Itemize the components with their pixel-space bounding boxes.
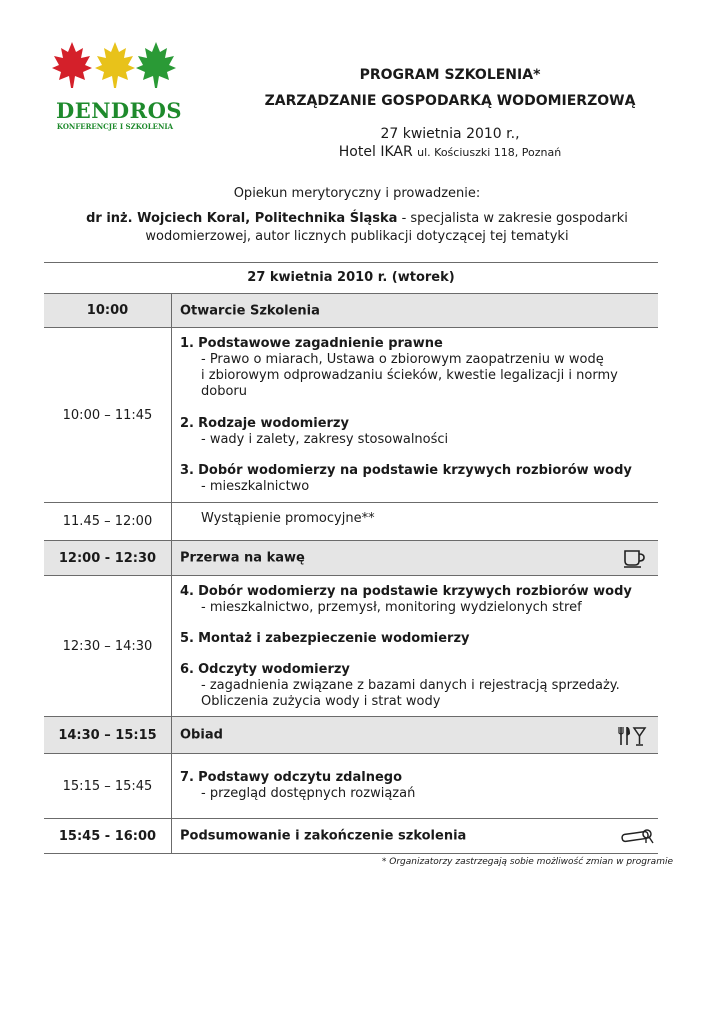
program-item: 7. Podstawy odczytu zdalnego - przegląd dostępnych rozwiązań: [180, 770, 416, 801]
certificate-scroll-icon: [620, 828, 656, 844]
table-row: [44, 328, 658, 503]
table-top-rule: [44, 262, 658, 263]
row-time: 10:00 – 11:45: [44, 328, 172, 502]
table-row: [44, 503, 658, 541]
logo-subtitle: KONFERENCJE I SZKOLENIA: [56, 122, 174, 131]
footnote: * Organizatorzy zastrzegają sobie możliwość zmian w programie: [381, 857, 673, 867]
row-time: 15:45 - 16:00: [44, 819, 172, 853]
row-title: Podsumowanie i zakończenie szkolenia: [180, 828, 467, 844]
event-venue: [210, 144, 690, 160]
row-time: 15:15 – 15:45: [44, 754, 172, 818]
table-row: [44, 576, 658, 717]
program-item: 5. Montaż i zabezpieczenie wodomierzy: [180, 631, 470, 646]
dendros-logo: [50, 40, 183, 132]
program-item: 6. Odczyty wodomierzy - zagadnienia związane z bazami danych i rejestracją sprzedaży. Obliczenia zużycia wody i strat wody: [180, 662, 620, 709]
row-time: 11.45 – 12:00: [44, 503, 172, 540]
coffee-cup-icon: [623, 548, 645, 568]
venue-name: Hotel IKAR: [338, 144, 413, 160]
table-row: [44, 754, 658, 819]
row-time: 12:00 - 12:30: [44, 541, 172, 575]
logo-name: DENDROS: [56, 98, 183, 123]
row-time: 14:30 – 15:15: [44, 717, 172, 753]
program-item: 4. Dobór wodomierzy na podstawie krzywych rozbiorów wody - mieszkalnictwo, przemysł, monitoring wydzielonych stref: [180, 584, 632, 615]
row-title: Przerwa na kawę: [180, 550, 305, 566]
maple-leaves-icon: [50, 40, 180, 100]
row-time: 12:30 – 14:30: [44, 576, 172, 716]
program-item: 3. Dobór wodomierzy na podstawie krzywych rozbiorów wody - mieszkalnictwo: [180, 463, 632, 494]
cutlery-glass-icon: [618, 726, 648, 746]
program-title: PROGRAM SZKOLENIA*: [359, 67, 541, 83]
program-item: 1. Podstawowe zagadnienie prawne - Prawo o miarach, Ustawa o zbiorowym zaopatrzeniu w wodę i zbiorowym odprowadzaniu ścieków, kwestie legalizacji i normy doboru: [180, 336, 618, 399]
day-header: 27 kwietnia 2010 r. (wtorek): [247, 270, 455, 285]
lecturer-desc-2: wodomierzowej, autor licznych publikacji dotyczącej tej tematyki: [145, 229, 569, 244]
venue-address: ul. Kościuszki 118, Poznań: [417, 146, 562, 159]
table-row: [44, 819, 658, 854]
row-title: Obiad: [180, 727, 223, 743]
table-row: [44, 541, 658, 576]
lecturer-desc-1: - specjalista w zakresie gospodarki: [397, 211, 628, 226]
lecturer-info: [40, 210, 674, 246]
row-title: Otwarcie Szkolenia: [180, 303, 320, 318]
supervisor-label: Opiekun merytoryczny i prowadzenie:: [233, 186, 481, 201]
row-time: 10:00: [44, 294, 172, 327]
row-text: Wystąpienie promocyjne**: [201, 511, 375, 526]
table-row: [44, 294, 658, 328]
lecturer-name: dr inż. Wojciech Koral, Politechnika Śląska: [86, 211, 398, 226]
program-item: 2. Rodzaje wodomierzy - wady i zalety, zakresy stosowalności: [180, 416, 449, 447]
event-date: 27 kwietnia 2010 r.,: [380, 126, 520, 142]
table-row: [44, 717, 658, 754]
training-title: ZARZĄDZANIE GOSPODARKĄ WODOMIERZOWĄ: [264, 93, 636, 109]
